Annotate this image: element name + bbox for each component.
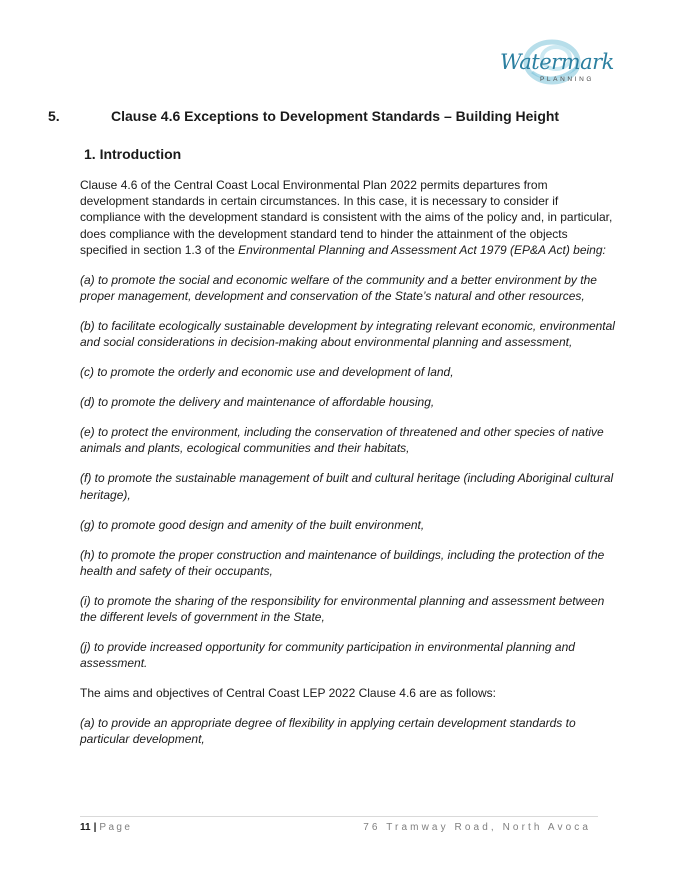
watermark-planning-logo xyxy=(496,38,614,90)
subsection-heading: 1. Introduction xyxy=(84,146,182,162)
footer-page-info xyxy=(80,822,132,833)
aims-intro: The aims and objectives of Central Coast LEP 2022 Clause 4.6 are as follows: xyxy=(80,686,497,701)
object-item-c: (c) to promote the orderly and economic use and development of land, xyxy=(80,365,454,380)
logo-subtitle: PLANNING xyxy=(540,76,595,83)
page-number: 11 xyxy=(80,822,91,833)
object-item-g: (g) to promote good design and amenity of the built environment, xyxy=(80,517,425,532)
object-item-a: (a) to promote the social and economic welfare of the community and a better environment by the proper management, development and conservation of the State’s natural and other resources, xyxy=(80,272,597,304)
object-item-j: (j) to provide increased opportunity for community participation in environmental planning and assessment. xyxy=(80,640,575,671)
object-item-e: (e) to protect the environment, including the conservation of threatened and other species of native animals and plants, ecological communities and their habitats, xyxy=(80,425,604,456)
section-title: Clause 4.6 Exceptions to Development Standards – Building Height xyxy=(111,108,560,124)
aim-item-a: (a) to provide an appropriate degree of flexibility in applying certain development standards to particular development, xyxy=(80,716,576,747)
object-item-i: (i) to promote the sharing of the responsibility for environmental planning and assessment between the different levels of government in the State, xyxy=(80,593,605,625)
object-item-f: (f) to promote the sustainable management of built and cultural heritage (including Aboriginal cultural heritage), xyxy=(80,471,614,502)
intro-paragraph xyxy=(80,177,615,258)
act-name: Environmental Planning and Assessment Act 1979 (EP&A Act) being: xyxy=(238,242,606,257)
footer-separator: | xyxy=(93,822,97,833)
logo-wordmark: Watermark xyxy=(500,50,614,74)
object-item-b: (b) to facilitate ecologically sustainable development by integrating relevant economic, environmental and social considerations in decision-making about environmental planning and assessment, xyxy=(80,319,615,350)
object-item-d: (d) to promote the delivery and maintenance of affordable housing, xyxy=(80,395,435,410)
footer-address: 76 Tramway Road, North Avoca xyxy=(363,822,591,833)
document-body xyxy=(80,177,615,761)
intro-text: Clause 4.6 of the Central Coast Local Environmental Plan 2022 permits departures from development standards in certain circumstances. In this case, it is necessary to consider if compliance with the development standard is consistent with the aims of the policy and, in particular, does compliance with the development standard tend to hinder the attainment of the objects specified in section 1.3 of the xyxy=(80,178,613,257)
object-item-h: (h) to promote the proper construction and maintenance of buildings, including the protection of the health and safety of their occupants, xyxy=(80,547,605,578)
page-label: Page xyxy=(99,822,133,833)
footer-divider xyxy=(80,816,598,817)
section-number: 5. xyxy=(48,108,60,124)
